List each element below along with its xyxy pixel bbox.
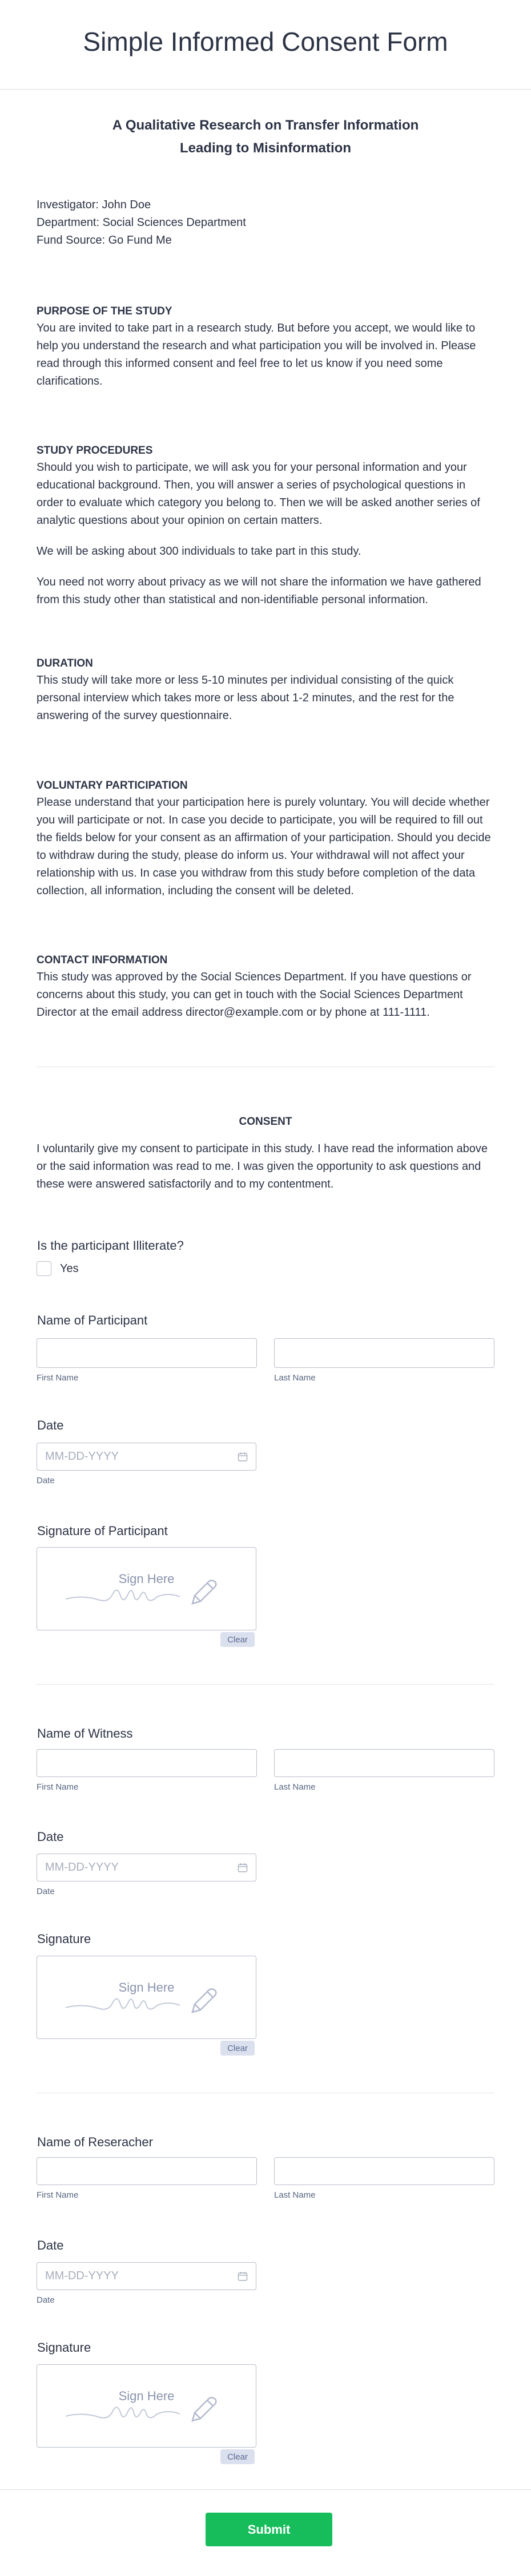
signature-pen-icon <box>66 1577 231 1606</box>
witness-signature-label: Signature <box>37 1932 91 1946</box>
illiterate-option[interactable] <box>37 1261 79 1276</box>
duration-section <box>37 656 494 725</box>
witness-date-col <box>37 1854 256 1896</box>
subtitle-line-1: A Qualitative Research on Transfer Information <box>112 118 419 133</box>
procedures-heading: STUDY PROCEDURES <box>37 445 153 457</box>
signature-pen-icon <box>66 1986 231 2014</box>
form-footer <box>0 2489 531 2576</box>
researcher-date-col <box>37 2262 256 2305</box>
researcher-signature-label: Signature <box>37 2340 91 2355</box>
researcher-name-label: Name of Reseracher <box>37 2135 153 2149</box>
voluntary-section <box>37 778 494 900</box>
department: Department: Social Sciences Department <box>37 216 246 229</box>
submit-button[interactable]: Submit <box>206 2513 332 2546</box>
participant-clear-button[interactable]: Clear <box>220 1632 255 1647</box>
witness-first-name-sublabel: First Name <box>37 1782 79 1792</box>
witness-first-name-col <box>37 1749 257 1792</box>
participant-date-input[interactable] <box>37 1443 256 1471</box>
purpose-heading: PURPOSE OF THE STUDY <box>37 305 172 317</box>
contact-text: This study was approved by the Social Sciences Department. If you have questions or concerns about this study, you can get in touch with the Social Sciences Department Director at the email address director@example.com or by phone at 111-1111. <box>37 971 472 1019</box>
witness-date-input[interactable] <box>37 1854 256 1881</box>
witness-last-name-sublabel: Last Name <box>274 1782 316 1792</box>
researcher-date-placeholder: MM-DD-YYYY <box>45 2270 119 2282</box>
participant-first-name-sublabel: First Name <box>37 1373 79 1383</box>
procedures-text-3: You need not worry about privacy as we will not share the information we have gathered from this study other than statistical and non-identifiable personal information. <box>37 576 481 606</box>
witness-date-label: Date <box>37 1830 64 1844</box>
participant-last-name-input[interactable] <box>274 1338 494 1368</box>
fund-source: Fund Source: Go Fund Me <box>37 234 172 247</box>
researcher-sign-here: Sign Here <box>118 2389 175 2403</box>
divider <box>37 1684 494 1685</box>
researcher-last-name-input[interactable] <box>274 2157 494 2185</box>
researcher-date-label: Date <box>37 2238 64 2252</box>
researcher-first-name-col <box>37 2157 257 2200</box>
consent-text: I voluntarily give my consent to participate in this study. I have read the information above or the said information was read to me. I was given the opportunity to ask questions and these were answered satisfactorily and to my contentment. <box>37 1142 488 1190</box>
researcher-date-input[interactable] <box>37 2262 256 2290</box>
voluntary-text: Please understand that your participation here is purely voluntary. You will decide whether you will participate or not. In case you decide to participate, you will be required to fill out the fields below for your consent as an affirmation of your participation. Should you decide to withdraw during the study, please do inform us. Your withdrawal will not affect your relationship with us. In case you withdraw from this study before completion of the data collection, all information, including the consent will be deleted. <box>37 796 491 897</box>
witness-first-name-input[interactable] <box>37 1749 257 1777</box>
participant-first-name-input[interactable] <box>37 1338 257 1368</box>
form-subtitle <box>37 114 494 160</box>
participant-name-label: Name of Participant <box>37 1313 148 1327</box>
form-header <box>0 0 531 90</box>
witness-last-name-input[interactable] <box>274 1749 494 1777</box>
contact-section <box>37 952 494 1021</box>
calendar-icon[interactable] <box>238 1863 248 1873</box>
procedures-text-1: Should you wish to participate, we will ask you for your personal information and your educational background. Then, you will answer a series of psychological questions in order to evaluate which category you belong to. Then we will be asked another series of analytic questions about your opinion on certain matters. <box>37 461 480 527</box>
researcher-last-name-col <box>274 2157 494 2200</box>
duration-text: This study will take more or less 5-10 minutes per individual consisting of the quick personal interview which takes more or less about 1-2 minutes, and the rest for the answering of the survey questionnaire. <box>37 674 454 722</box>
calendar-icon[interactable] <box>238 1452 248 1462</box>
witness-name-label: Name of Witness <box>37 1726 133 1741</box>
procedures-text-2: We will be asking about 300 individuals to take part in this study. <box>37 545 361 558</box>
form-title: Simple Informed Consent Form <box>83 27 448 56</box>
participant-last-name-sublabel: Last Name <box>274 1373 316 1383</box>
researcher-clear-button[interactable]: Clear <box>220 2449 255 2464</box>
participant-signature-pad[interactable] <box>37 1547 256 1630</box>
contact-heading: CONTACT INFORMATION <box>37 954 168 966</box>
illiterate-option-label[interactable]: Yes <box>60 1262 79 1275</box>
researcher-first-name-sublabel: First Name <box>37 2190 79 2200</box>
signature-pen-icon <box>66 2395 231 2423</box>
participant-date-col <box>37 1443 256 1485</box>
investigator: Investigator: John Doe <box>37 199 151 211</box>
researcher-last-name-sublabel: Last Name <box>274 2190 316 2200</box>
researcher-first-name-input[interactable] <box>37 2157 257 2185</box>
voluntary-heading: VOLUNTARY PARTICIPATION <box>37 780 188 792</box>
illiterate-label: Is the participant Illiterate? <box>37 1238 184 1253</box>
participant-first-name-col <box>37 1338 257 1383</box>
participant-date-sublabel: Date <box>37 1476 55 1485</box>
consent-heading: CONSENT <box>239 1116 292 1128</box>
witness-date-sublabel: Date <box>37 1887 55 1896</box>
witness-clear-button[interactable]: Clear <box>220 2041 255 2056</box>
illiterate-checkbox[interactable] <box>37 1261 51 1276</box>
witness-date-placeholder: MM-DD-YYYY <box>45 1861 119 1874</box>
subtitle-line-2: Leading to Misinformation <box>180 140 351 156</box>
participant-date-label: Date <box>37 1418 64 1432</box>
purpose-text: You are invited to take part in a research study. But before you accept, we would like to help you understand the research and what participation you will be involved in. Please read through this informed consent and feel free to let us know if you need some clarifications. <box>37 322 476 387</box>
purpose-section <box>37 304 494 390</box>
study-info <box>37 196 494 249</box>
duration-heading: DURATION <box>37 657 93 669</box>
witness-last-name-col <box>274 1749 494 1792</box>
witness-sign-here: Sign Here <box>118 1980 175 1994</box>
calendar-icon[interactable] <box>238 2271 248 2282</box>
witness-signature-pad[interactable] <box>37 1956 256 2039</box>
procedures-section <box>37 443 494 609</box>
participant-last-name-col <box>274 1338 494 1383</box>
researcher-date-sublabel: Date <box>37 2295 55 2305</box>
participant-signature-label: Signature of Participant <box>37 1524 168 1538</box>
researcher-signature-pad[interactable] <box>37 2364 256 2448</box>
participant-sign-here: Sign Here <box>118 1572 175 1586</box>
participant-date-placeholder: MM-DD-YYYY <box>45 1450 119 1463</box>
